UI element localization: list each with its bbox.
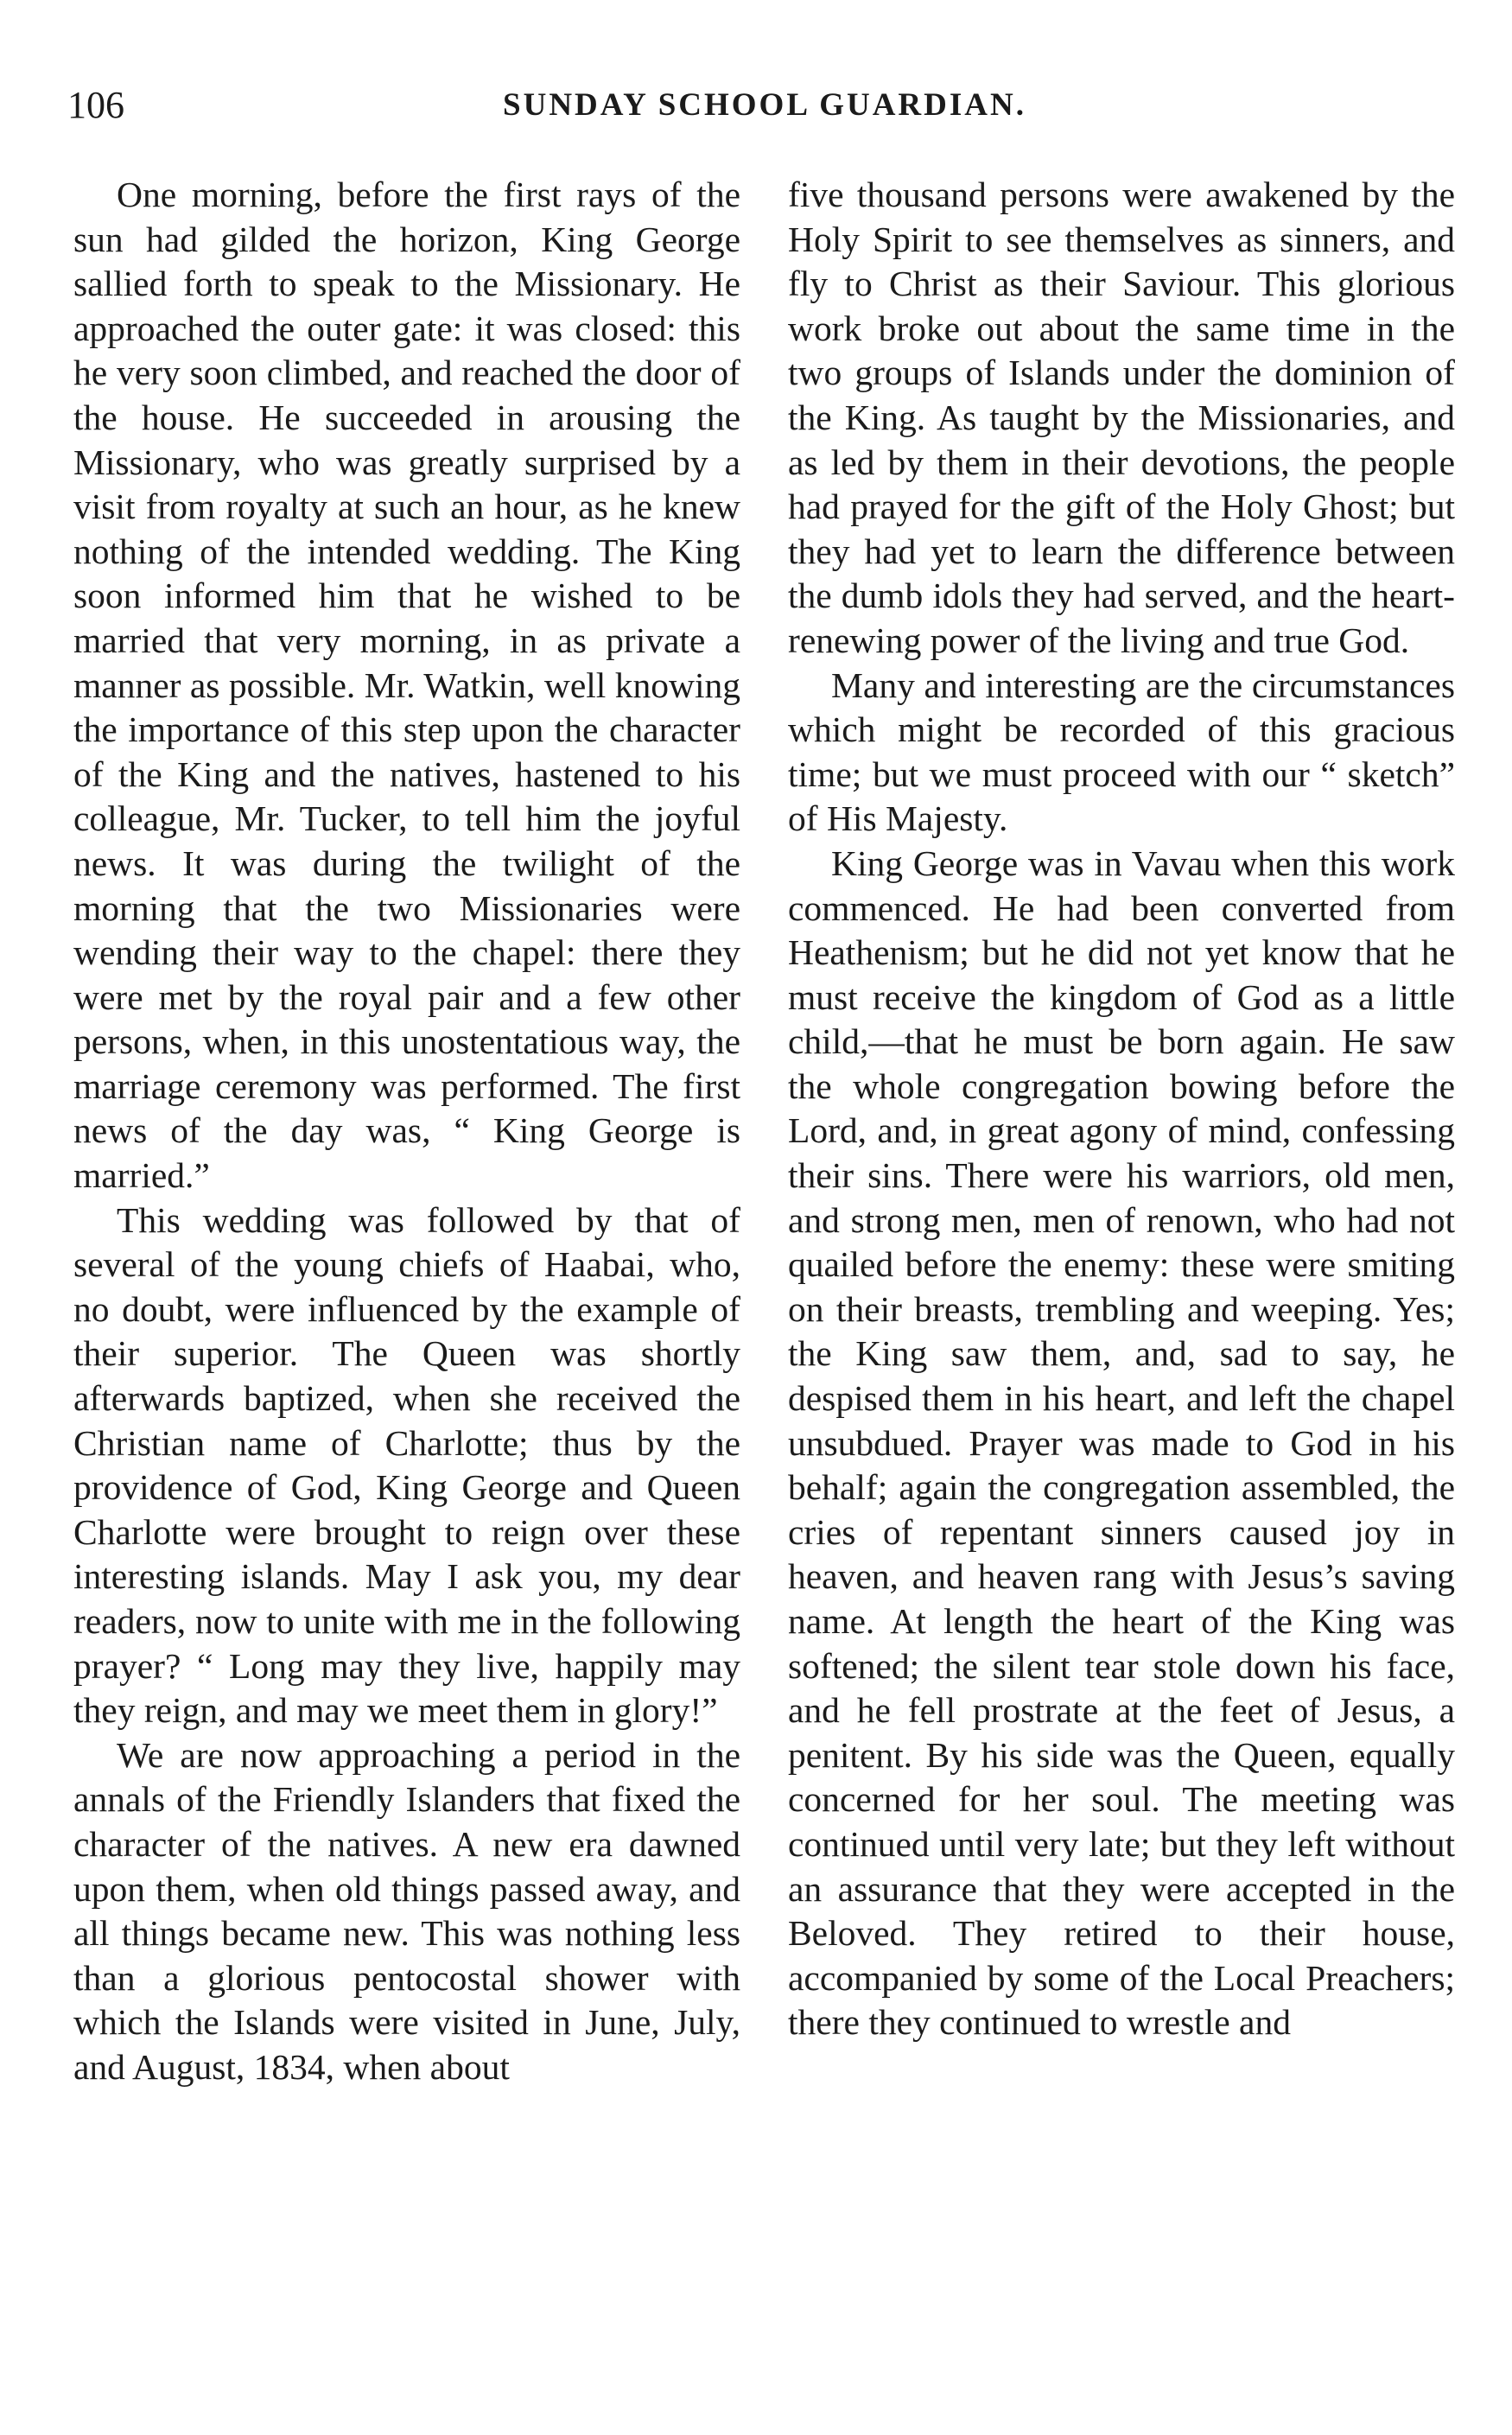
paragraph: This wedding was followed by that of several of the young chiefs of Haabai, who, no doubt, were influenced by the example of their superior. The Queen was shortly afterwards baptized, when she received the Christian name of Charlotte; thus by the providence of God, King George and Queen Charlotte were brought to reign over these interesting islands. May I ask you, my dear readers, now to unite with me in the following prayer? “ Long may they live, happily may they reign, and may we meet them in glory!” [73, 1199, 740, 1731]
paragraph: Many and interesting are the circumstances which might be recorded of this gracious time; but we must proceed with our “ sketch” of His Majesty. [788, 664, 1455, 839]
paragraph: King George was in Vavau when this work commenced. He had been converted from Heathenism; but he did not yet know that he must receive the kingdom of God as a little child,—that he must be born again. He saw the whole congregation bowing before the Lord, and, in great agony of mind, confessing their sins. There were his warriors, old men, and strong men, men of renown, who had not quailed before the enemy: these were smiting on their breasts, trembling and weeping. Yes; the King saw them, and, sad to say, he despised them in his heart, and left the chapel unsubdued. Prayer was made to God in his behalf; again the congregation assembled, the cries of repentant sinners caused joy in heaven, and heaven rang with Jesus’s saving name. At length the heart of the King was softened; the silent tear stole down his face, and he fell prostrate at the feet of Jesus, a penitent. By his side was the Queen, equally concerned for her soul. The meeting was continued until very late; but they left without an assurance that they were accepted in the Beloved. They retired to their house, accompanied by some of the Local Preachers; there they continued to wrestle and [788, 842, 1455, 2043]
left-column [73, 173, 740, 2385]
right-column [788, 173, 1455, 2385]
page-number: 106 [67, 84, 124, 126]
running-title: SUNDAY SCHOOL GUARDIAN. [503, 87, 1026, 123]
paragraph: We are now approaching a period in the annals of the Friendly Islanders that fixed the character of the natives. A new era dawned upon them, when old things passed away, and all things became new. This was nothing less than a glorious pentocostal shower with which the Islands were visited in June, July, and August, 1834, when about [73, 1734, 740, 2087]
page-header [67, 79, 1462, 131]
paragraph: One morning, before the first rays of the sun had gilded the horizon, King George sallied forth to speak to the Missionary. He approached the outer gate: it was closed: this he very soon climbed, and reached the door of the house. He succeeded in arousing the Missionary, who was greatly surprised by a visit from royalty at such an hour, as he knew nothing of the intended wedding. The King soon informed him that he wished to be married that very morning, in as private a manner as possible. Mr. Watkin, well knowing the importance of this step upon the character of the King and the natives, hastened to his colleague, Mr. Tucker, to tell him the joyful news. It was during the twilight of the morning that the two Missionaries were wending their way to the chapel: there they were met by the royal pair and a few other persons, when, in this unostentatious way, the marriage ceremony was performed. The first news of the day was, “ King George is married.” [73, 175, 740, 1196]
paragraph-continuation: five thousand persons were awakened by the Holy Spirit to see themselves as sinners, and fly to Christ as their Saviour. This glorious work broke out about the same time in the two groups of Islands under the dominion of the King. As taught by the Missionaries, and as led by them in their devotions, the people had prayed for the gift of the Holy Ghost; but they had yet to learn the difference between the dumb idols they had served, and the heart-renewing power of the living and true God. [788, 175, 1455, 660]
